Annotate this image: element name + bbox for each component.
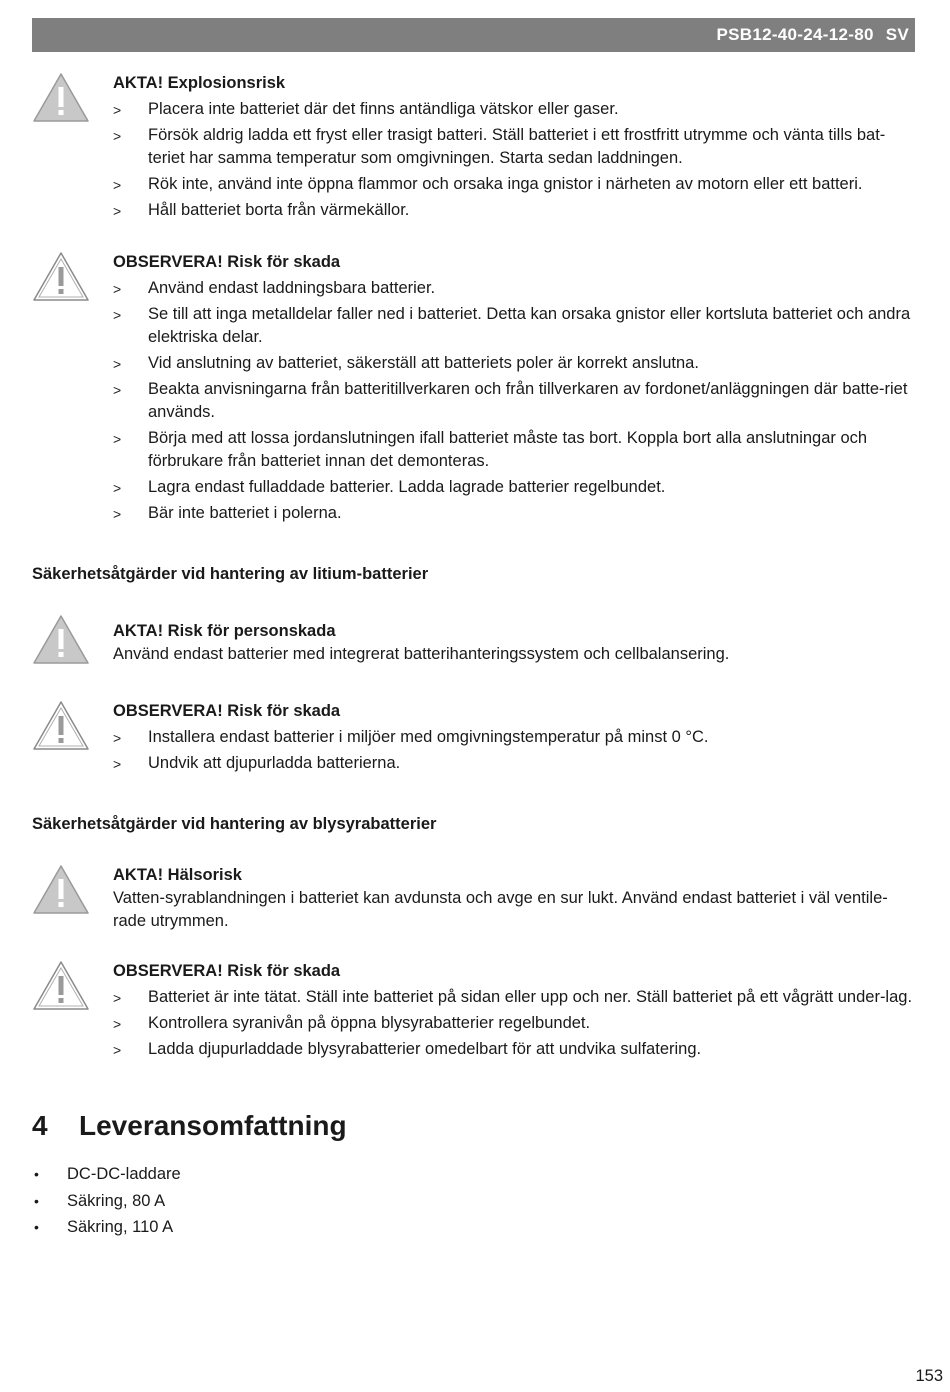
arrow-marker: > bbox=[113, 203, 122, 219]
bullet-marker: • bbox=[34, 1192, 39, 1209]
section-heading-lead-acid: Säkerhetsåtgärder vid hantering av blysyrabatterier bbox=[32, 815, 437, 833]
list-item: > Placera inte batteriet där det finns antändliga vätskor eller gaser. bbox=[113, 98, 915, 121]
arrow-marker: > bbox=[113, 431, 122, 447]
arrow-marker: > bbox=[113, 506, 122, 522]
warning-title: AKTA! Explosionsrisk bbox=[113, 74, 286, 92]
warning-triangle-filled-icon bbox=[32, 614, 90, 666]
list-item: > Använd endast laddningsbara batterier. bbox=[113, 277, 915, 300]
arrow-marker: > bbox=[113, 281, 122, 297]
warning-text: Vatten-syrablandningen i batteriet kan avdunsta och avge en sur lukt. Använd endast batteriet i väl ventile-rade utrymmen. bbox=[113, 889, 888, 930]
list-item: > Bär inte batteriet i polerna. bbox=[113, 502, 915, 525]
warning-list bbox=[113, 726, 915, 775]
arrow-marker: > bbox=[113, 990, 122, 1006]
list-item: > Batteriet är inte tätat. Ställ inte batteriet på sidan eller upp och ner. Ställ batteriet på ett vågrätt under-lag. bbox=[113, 986, 915, 1009]
list-item: > Lagra endast fulladdade batterier. Ladda lagrade batterier regelbundet. bbox=[113, 476, 915, 499]
list-item: • Säkring, 110 A bbox=[32, 1216, 181, 1239]
arrow-marker: > bbox=[113, 307, 122, 323]
arrow-marker: > bbox=[113, 128, 122, 144]
page-header-bar bbox=[32, 18, 915, 52]
warning-triangle-outline-icon bbox=[32, 700, 90, 752]
list-item: • DC-DC-laddare bbox=[32, 1163, 181, 1186]
section-heading-lithium: Säkerhetsåtgärder vid hantering av litium-batterier bbox=[32, 565, 429, 583]
warning-title: OBSERVERA! Risk för skada bbox=[113, 253, 341, 271]
language-code: SV bbox=[885, 25, 909, 44]
scope-of-delivery-list bbox=[32, 1163, 181, 1243]
warning-triangle-outline-icon bbox=[32, 960, 90, 1012]
warning-triangle-filled-icon bbox=[32, 864, 90, 916]
model-number: PSB12-40-24-12-80 bbox=[716, 25, 874, 44]
arrow-marker: > bbox=[113, 382, 122, 398]
list-item: > Undvik att djupurladda batterierna. bbox=[113, 752, 915, 775]
list-item: • Säkring, 80 A bbox=[32, 1190, 181, 1213]
chapter-number: 4 bbox=[32, 1110, 48, 1141]
arrow-marker: > bbox=[113, 756, 122, 772]
list-item: > Håll batteriet borta från värmekällor. bbox=[113, 199, 915, 222]
page-number: 153 bbox=[915, 1367, 943, 1385]
warning-title: OBSERVERA! Risk för skada bbox=[113, 702, 341, 720]
warning-triangle-filled-icon bbox=[32, 72, 90, 124]
arrow-marker: > bbox=[113, 730, 122, 746]
bullet-marker: • bbox=[34, 1219, 39, 1235]
warning-title: AKTA! Hälsorisk bbox=[113, 866, 242, 884]
warning-title: AKTA! Risk för personskada bbox=[113, 622, 336, 640]
chapter-heading bbox=[32, 1106, 347, 1146]
warning-list bbox=[113, 98, 915, 222]
list-item: > Kontrollera syranivån på öppna blysyrabatterier regelbundet. bbox=[113, 1012, 915, 1035]
warning-triangle-outline-icon bbox=[32, 251, 90, 303]
list-item: > Ladda djupurladdade blysyrabatterier omedelbart för att undvika sulfatering. bbox=[113, 1038, 915, 1061]
chapter-title: Leveransomfattning bbox=[79, 1110, 347, 1141]
warning-title: OBSERVERA! Risk för skada bbox=[113, 962, 341, 980]
warning-list bbox=[113, 277, 915, 525]
arrow-marker: > bbox=[113, 1016, 122, 1032]
arrow-marker: > bbox=[113, 102, 122, 118]
arrow-marker: > bbox=[113, 480, 122, 496]
bullet-marker: • bbox=[34, 1166, 39, 1182]
warning-list bbox=[113, 986, 915, 1061]
warning-text: Använd endast batterier med integrerat batterihanteringssystem och cellbalansering. bbox=[113, 645, 730, 663]
list-item: > Installera endast batterier i miljöer med omgivningstemperatur på minst 0 °C. bbox=[113, 726, 915, 749]
list-item: > Se till att inga metalldelar faller ned i batteriet. Detta kan orsaka gnistor eller kortsluta batteriet och andra elektriska delar. bbox=[113, 305, 911, 346]
arrow-marker: > bbox=[113, 1042, 122, 1058]
list-item: > Beakta anvisningarna från batteritillverkaren och från tillverkaren av fordonet/anläggningen där batte-riet används. bbox=[113, 380, 908, 421]
list-item: > Rök inte, använd inte öppna flammor och orsaka inga gnistor i närheten av motorn eller ett batteri. bbox=[113, 173, 915, 196]
list-item: > Vid anslutning av batteriet, säkerställ att batteriets poler är korrekt anslutna. bbox=[113, 352, 915, 375]
arrow-marker: > bbox=[113, 177, 122, 193]
list-item: > Försök aldrig ladda ett fryst eller trasigt batteri. Ställ batteriet i ett frostfritt utrymme och vänta tills bat-teriet har samma temperatur som omgivningen. Starta sedan laddningen. bbox=[113, 126, 886, 167]
list-item: > Börja med att lossa jordanslutningen ifall batteriet måste tas bort. Koppla bort alla anslutningar och förbrukare från batteriet innan det demonteras. bbox=[113, 429, 868, 470]
arrow-marker: > bbox=[113, 356, 122, 372]
